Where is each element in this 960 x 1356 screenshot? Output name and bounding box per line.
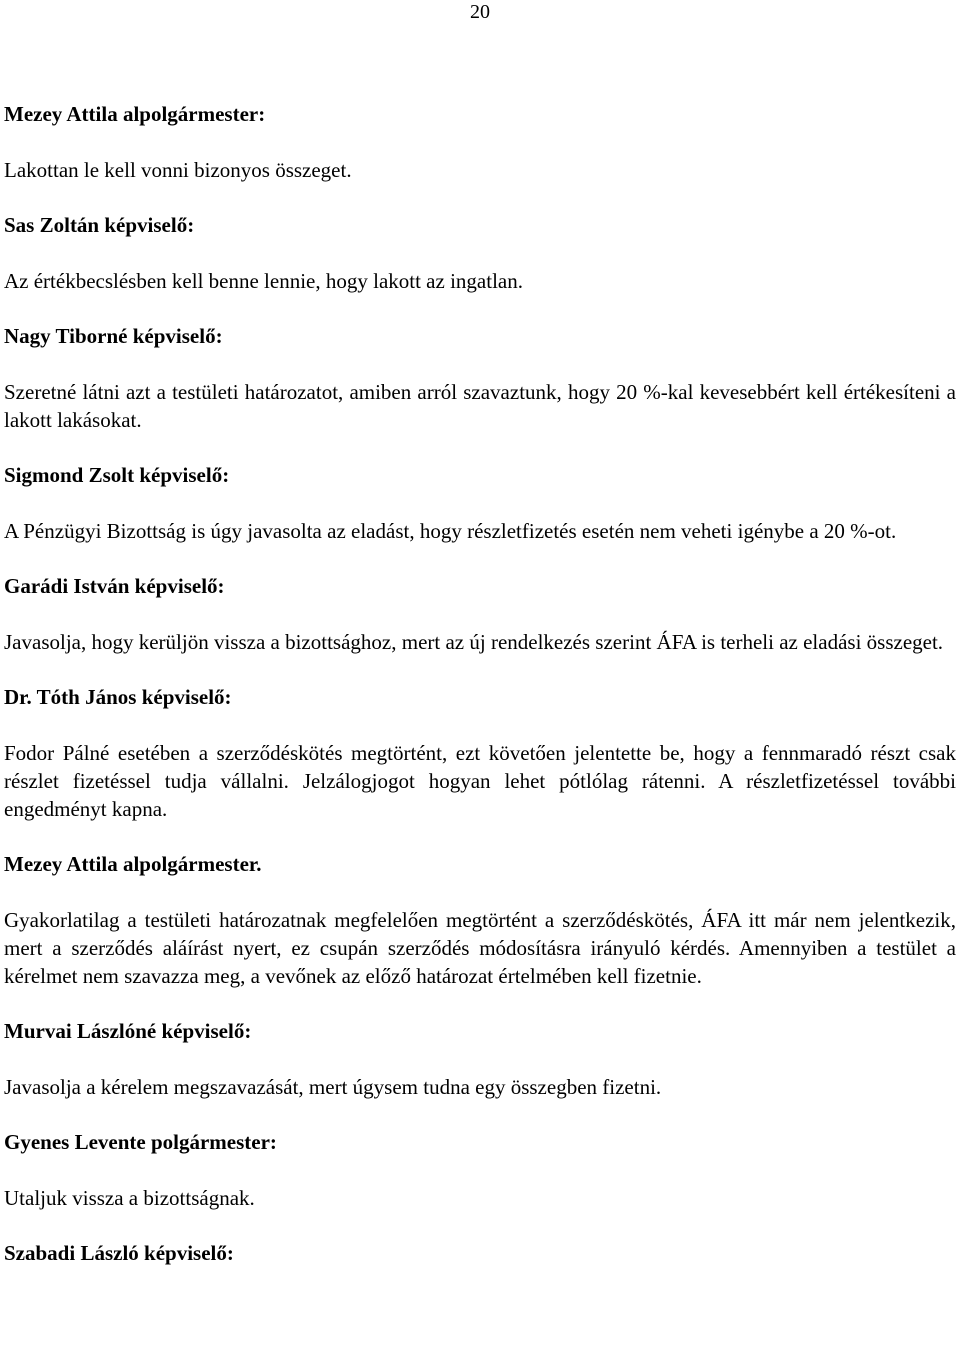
speaker-name: Dr. Tóth János képviselő: (4, 685, 232, 709)
entry (4, 322, 956, 461)
speech-text: Lakottan le kell vonni bizonyos összeget. (4, 158, 352, 182)
speaker-name: Sigmond Zsolt képviselő: (4, 463, 230, 487)
speech-text: Az értékbecslésben kell benne lennie, hogy lakott az ingatlan. (4, 269, 523, 293)
speaker-name: Garádi István képviselő: (4, 574, 225, 598)
page-number: 20 (470, 1, 490, 23)
entry (4, 461, 956, 572)
entry (4, 683, 956, 850)
speech-text: Utaljuk vissza a bizottságnak. (4, 1186, 255, 1210)
speech-text: Javasolja a kérelem megszavazását, mert úgysem tudna egy összegben fizetni. (4, 1075, 662, 1099)
speaker-name: Nagy Tiborné képviselő: (4, 324, 223, 348)
entry (4, 1017, 956, 1128)
entry (4, 1239, 956, 1267)
entry (4, 572, 956, 683)
speaker-name: Sas Zoltán képviselő: (4, 213, 195, 237)
speaker-name: Gyenes Levente polgármester: (4, 1130, 277, 1154)
speech-text: Szeretné látni azt a testületi határozatot, amiben arról szavaztunk, hogy 20 %-kal kevesebbért kell értékesíteni a lakott lakásokat. (4, 380, 956, 432)
entry (4, 100, 956, 211)
speaker-name: Mezey Attila alpolgármester: (4, 102, 266, 126)
speech-text: Fodor Pálné esetében a szerződéskötés megtörtént, ezt követően jelentette be, hogy a fennmaradó részt csak részlet fizetéssel tudja vállalni. Jelzálogjogot hogyan lehet pótlólag rátenni. A részletfizetéssel további engedményt kapna. (4, 741, 956, 821)
speech-text: Javasolja, hogy kerüljön vissza a bizottsághoz, mert az új rendelkezés szerint ÁFA is terheli az eladási összeget. (4, 630, 944, 654)
entry (4, 850, 956, 1017)
entry (4, 1128, 956, 1239)
speech-text: A Pénzügyi Bizottság is úgy javasolta az eladást, hogy részletfizetés esetén nem veheti igénybe a 20 %-ot. (4, 519, 897, 543)
speaker-name: Mezey Attila alpolgármester. (4, 852, 262, 876)
speaker-name: Szabadi László képviselő: (4, 1241, 234, 1265)
entry (4, 211, 956, 322)
meeting-minutes (4, 100, 956, 1267)
speaker-name: Murvai Lászlóné képviselő: (4, 1019, 252, 1043)
speech-text: Gyakorlatilag a testületi határozatnak megfelelően megtörtént a szerződéskötés, ÁFA itt már nem jelentkezik, mert a szerződés aláírást nyert, ez csupán szerződés módosításra irányuló kérdés. Amennyiben a testület a kérelmet nem szavazza meg, a vevőnek az előző határozat értelmében kell fizetnie. (4, 908, 956, 988)
